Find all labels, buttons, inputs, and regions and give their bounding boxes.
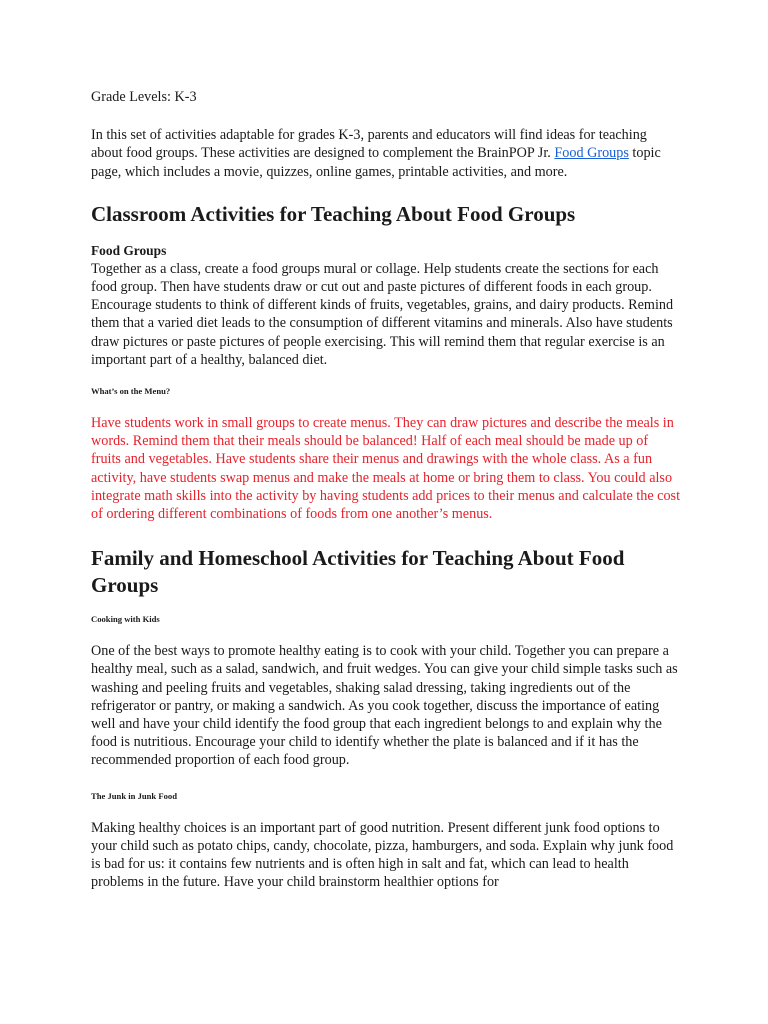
grade-levels: Grade Levels: K-3 [91, 89, 197, 105]
cooking-body: One of the best ways to promote healthy eating is to cook with your child. Together you can prepare a healthy meal, such as a salad, sandwich, and fruit wedges. You can give your child simple tasks such as washing and peeling fruits and vegetables, shaking salad dressing, taking ingredients out of the refrigerator or pantry, or making a sandwich. As you cook together, discuss the importance of eating well and have your child identify the food group that each ingredient belongs to and explain why the food is nutritious. Encourage your child to identify whether the plate is balanced and if it has the recommended proportion of each food group. [91, 643, 678, 769]
food-groups-link[interactable]: Food Groups [554, 145, 629, 162]
document-page [91, 88, 681, 891]
junk-food-title: The Junk in Junk Food [91, 790, 177, 801]
cooking-title: Cooking with Kids [91, 614, 160, 625]
junk-food-body: Making healthy choices is an important part of good nutrition. Present different junk food options to your child such as potato chips, candy, chocolate, pizza, hamburgers, and soda. Explain why junk food is bad for us: it contains few nutrients and is often high in salt and fat, which can lead to health problems in the future. Have your child brainstorm healthier options for [91, 819, 674, 891]
food-groups-title: Food Groups [91, 242, 167, 258]
intro-paragraph [91, 126, 681, 181]
intro-text-before-link: In this set of activities adaptable for grades K-3, parents and educators will find ideas for teaching about food groups. These activities are designed to complement the BrainPOP Jr. [91, 127, 647, 162]
classroom-heading: Classroom Activities for Teaching About Food Groups [91, 201, 576, 226]
family-heading: Family and Homeschool Activities for Teaching About Food Groups [91, 546, 625, 598]
menu-body: Have students work in small groups to create menus. They can draw pictures and describe the meals in words. Remind them that their meals should be balanced! Half of each meal should be made up of fruits and vegetables. Have students share their menus and drawings with the whole class. As a fun activity, have students swap menus and make the meals at home or bring them to class. You could also integrate math skills into the activity by having students add prices to their menus and calculate the cost of ordering different combinations of foods from one another’s menus. [91, 415, 681, 523]
menu-title: What’s on the Menu? [91, 386, 171, 397]
food-groups-section [91, 242, 681, 369]
intro-text-after-link: topic page, which includes a movie, quizzes, online games, printable activities, and more. [91, 145, 661, 180]
food-groups-body: Together as a class, create a food groups mural or collage. Help students create the sections for each food group. Then have students draw or cut out and paste pictures of different foods in each group. Encourage students to think of different kinds of fruits, vegetables, grains, and dairy products. Remind them that a varied diet leads to the consumption of different vitamins and minerals. Also have students draw pictures or paste pictures of people exercising. This will remind them that regular exercise is an important part of a healthy, balanced diet. [91, 260, 674, 368]
